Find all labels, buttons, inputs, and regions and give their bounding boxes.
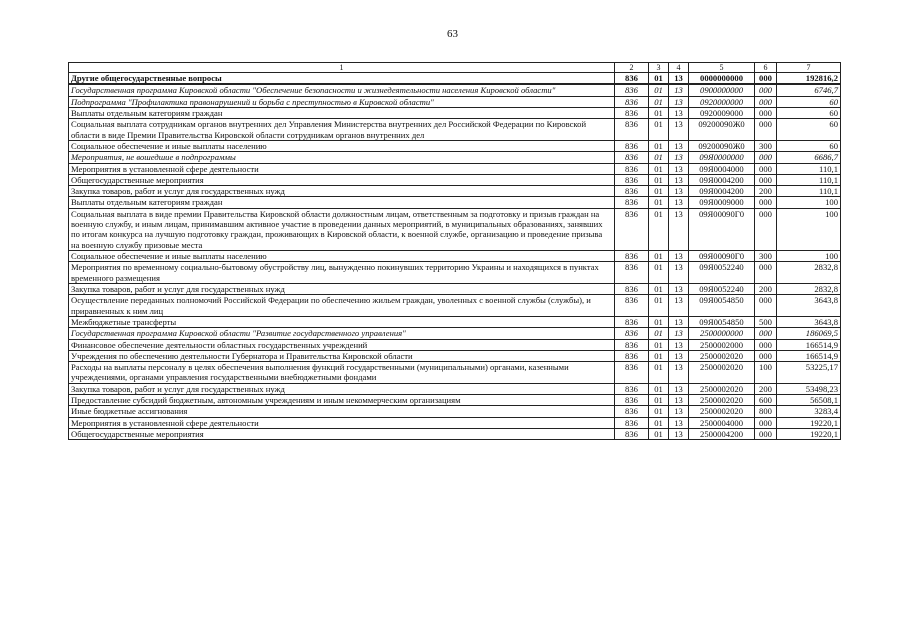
row-grbs-code: 836 bbox=[615, 339, 649, 350]
table-row bbox=[69, 174, 841, 185]
row-grbs-code: 836 bbox=[615, 362, 649, 384]
row-expense-type-code: 300 bbox=[755, 251, 777, 262]
row-grbs-code: 836 bbox=[615, 208, 649, 250]
row-subsection-code: 13 bbox=[669, 350, 689, 361]
row-subsection-code: 13 bbox=[669, 73, 689, 85]
row-name: Межбюджетные трансферты bbox=[69, 316, 615, 327]
table-row bbox=[69, 152, 841, 163]
row-subsection-code: 13 bbox=[669, 251, 689, 262]
row-section-code: 01 bbox=[649, 339, 669, 350]
row-sum: 19220,1 bbox=[777, 429, 841, 440]
table-row bbox=[69, 119, 841, 141]
row-section-code: 01 bbox=[649, 251, 669, 262]
row-target-code: 2500002020 bbox=[689, 350, 755, 361]
row-section-code: 01 bbox=[649, 119, 669, 141]
row-grbs-code: 836 bbox=[615, 383, 649, 394]
row-target-code: 09Я0052240 bbox=[689, 283, 755, 294]
table-row bbox=[69, 362, 841, 384]
row-grbs-code: 836 bbox=[615, 417, 649, 428]
row-target-code: 2500002020 bbox=[689, 362, 755, 384]
row-grbs-code: 836 bbox=[615, 262, 649, 284]
row-sum: 60 bbox=[777, 107, 841, 118]
row-grbs-code: 836 bbox=[615, 295, 649, 317]
budget-table bbox=[68, 62, 841, 440]
row-name: Общегосударственные мероприятия bbox=[69, 174, 615, 185]
table-body bbox=[69, 73, 841, 440]
row-subsection-code: 13 bbox=[669, 197, 689, 208]
row-section-code: 01 bbox=[649, 262, 669, 284]
row-subsection-code: 13 bbox=[669, 339, 689, 350]
row-name: Государственная программа Кировской области "Развитие государственного управления" bbox=[69, 328, 615, 339]
row-sum: 110,1 bbox=[777, 174, 841, 185]
row-grbs-code: 836 bbox=[615, 152, 649, 163]
row-subsection-code: 13 bbox=[669, 140, 689, 151]
row-expense-type-code: 200 bbox=[755, 186, 777, 197]
row-section-code: 01 bbox=[649, 316, 669, 327]
row-expense-type-code: 500 bbox=[755, 316, 777, 327]
row-target-code: 2500000000 bbox=[689, 328, 755, 339]
row-grbs-code: 836 bbox=[615, 283, 649, 294]
table-row bbox=[69, 395, 841, 406]
row-sum: 3643,8 bbox=[777, 316, 841, 327]
row-target-code: 09Я0004200 bbox=[689, 186, 755, 197]
row-expense-type-code: 200 bbox=[755, 383, 777, 394]
row-target-code: 09Я00090Г0 bbox=[689, 251, 755, 262]
row-name: Иные бюджетные ассигнования bbox=[69, 406, 615, 417]
row-sum: 60 bbox=[777, 96, 841, 107]
page-number: 63 bbox=[447, 28, 458, 40]
row-grbs-code: 836 bbox=[615, 119, 649, 141]
row-name: Предоставление субсидий бюджетным, автономным учреждениям и иным некоммерческим организациям bbox=[69, 395, 615, 406]
row-sum: 19220,1 bbox=[777, 417, 841, 428]
column-header: 5 bbox=[689, 63, 755, 73]
table-row bbox=[69, 406, 841, 417]
row-name: Выплаты отдельным категориям граждан bbox=[69, 107, 615, 118]
row-expense-type-code: 200 bbox=[755, 283, 777, 294]
row-sum: 100 bbox=[777, 197, 841, 208]
table-row bbox=[69, 316, 841, 327]
row-section-code: 01 bbox=[649, 395, 669, 406]
row-section-code: 01 bbox=[649, 174, 669, 185]
row-sum: 3643,8 bbox=[777, 295, 841, 317]
row-name: Социальное обеспечение и иные выплаты населению bbox=[69, 251, 615, 262]
row-target-code: 09200090Ж0 bbox=[689, 119, 755, 141]
row-expense-type-code: 000 bbox=[755, 417, 777, 428]
row-subsection-code: 13 bbox=[669, 328, 689, 339]
table-header-row bbox=[69, 63, 841, 73]
row-section-code: 01 bbox=[649, 362, 669, 384]
row-name: Подпрограмма "Профилактика правонарушений и борьба с преступностью в Кировской области" bbox=[69, 96, 615, 107]
row-target-code: 2500002020 bbox=[689, 383, 755, 394]
column-header: 1 bbox=[69, 63, 615, 73]
row-section-code: 01 bbox=[649, 406, 669, 417]
row-sum: 53225,17 bbox=[777, 362, 841, 384]
column-header: 7 bbox=[777, 63, 841, 73]
row-expense-type-code: 000 bbox=[755, 339, 777, 350]
row-subsection-code: 13 bbox=[669, 208, 689, 250]
row-target-code: 0920009000 bbox=[689, 107, 755, 118]
row-expense-type-code: 000 bbox=[755, 174, 777, 185]
row-expense-type-code: 800 bbox=[755, 406, 777, 417]
row-sum: 110,1 bbox=[777, 163, 841, 174]
row-sum: 53498,23 bbox=[777, 383, 841, 394]
row-target-code: 0920000000 bbox=[689, 96, 755, 107]
row-name: Мероприятия в установленной сфере деятельности bbox=[69, 417, 615, 428]
row-subsection-code: 13 bbox=[669, 119, 689, 141]
row-sum: 6686,7 bbox=[777, 152, 841, 163]
row-sum: 100 bbox=[777, 208, 841, 250]
row-subsection-code: 13 bbox=[669, 362, 689, 384]
row-section-code: 01 bbox=[649, 283, 669, 294]
table-row bbox=[69, 383, 841, 394]
row-target-code: 09Я0052240 bbox=[689, 262, 755, 284]
row-sum: 56508,1 bbox=[777, 395, 841, 406]
column-header: 3 bbox=[649, 63, 669, 73]
row-subsection-code: 13 bbox=[669, 406, 689, 417]
row-subsection-code: 13 bbox=[669, 316, 689, 327]
column-header: 4 bbox=[669, 63, 689, 73]
row-sum: 60 bbox=[777, 119, 841, 141]
row-target-code: 2500002000 bbox=[689, 339, 755, 350]
row-sum: 186069,5 bbox=[777, 328, 841, 339]
row-expense-type-code: 000 bbox=[755, 350, 777, 361]
row-name: Социальная выплата в виде премии Правительства Кировской области должностным лицам, ответственным за подготовку и призыв граждан на военную службу, и иным лицам, принимавшим активное участие в проведении данных мероприятий, в муниципальных образованиях, занявших по итогам конкурса на лучшую подготовку граждан, проживающих в Кировской области, к военной службе, организацию и проведение призыва на военную службу призовые места bbox=[69, 208, 615, 250]
row-expense-type-code: 000 bbox=[755, 262, 777, 284]
row-name: Общегосударственные мероприятия bbox=[69, 429, 615, 440]
row-name: Мероприятия в установленной сфере деятельности bbox=[69, 163, 615, 174]
row-name: Государственная программа Кировской области "Обеспечение безопасности и жизнедеятельности населения Кировской области" bbox=[69, 84, 615, 96]
row-expense-type-code: 000 bbox=[755, 197, 777, 208]
row-subsection-code: 13 bbox=[669, 295, 689, 317]
row-grbs-code: 836 bbox=[615, 96, 649, 107]
table-row bbox=[69, 73, 841, 85]
row-target-code: 09Я00090Г0 bbox=[689, 208, 755, 250]
row-expense-type-code: 000 bbox=[755, 119, 777, 141]
table-row bbox=[69, 429, 841, 440]
row-sum: 2832,8 bbox=[777, 262, 841, 284]
row-name: Осуществление переданных полномочий Российской Федерации по обеспечению жильем граждан, уволенных с военной службы (службы), и приравненных к ним лиц bbox=[69, 295, 615, 317]
row-sum: 60 bbox=[777, 140, 841, 151]
row-section-code: 01 bbox=[649, 84, 669, 96]
row-grbs-code: 836 bbox=[615, 406, 649, 417]
row-section-code: 01 bbox=[649, 429, 669, 440]
row-section-code: 01 bbox=[649, 383, 669, 394]
row-section-code: 01 bbox=[649, 197, 669, 208]
row-expense-type-code: 000 bbox=[755, 107, 777, 118]
row-expense-type-code: 600 bbox=[755, 395, 777, 406]
row-grbs-code: 836 bbox=[615, 350, 649, 361]
row-subsection-code: 13 bbox=[669, 96, 689, 107]
table-row bbox=[69, 262, 841, 284]
row-section-code: 01 bbox=[649, 328, 669, 339]
row-target-code: 2500004200 bbox=[689, 429, 755, 440]
row-expense-type-code: 300 bbox=[755, 140, 777, 151]
table-row bbox=[69, 186, 841, 197]
row-expense-type-code: 000 bbox=[755, 328, 777, 339]
row-target-code: 09Я0009000 bbox=[689, 197, 755, 208]
row-name: Социальная выплата сотрудникам органов внутренних дел Управления Министерства внутренних дел Российской Федерации по Кировской области в виде Премии Правительства Кировской области сотрудникам органов внутренних дел bbox=[69, 119, 615, 141]
table-row bbox=[69, 295, 841, 317]
row-grbs-code: 836 bbox=[615, 73, 649, 85]
row-grbs-code: 836 bbox=[615, 84, 649, 96]
row-section-code: 01 bbox=[649, 107, 669, 118]
row-grbs-code: 836 bbox=[615, 163, 649, 174]
row-name: Учреждения по обеспечению деятельности Губернатора и Правительства Кировской области bbox=[69, 350, 615, 361]
row-name: Выплаты отдельным категориям граждан bbox=[69, 197, 615, 208]
row-target-code: 0000000000 bbox=[689, 73, 755, 85]
row-sum: 192816,2 bbox=[777, 73, 841, 85]
row-target-code: 09Я0054850 bbox=[689, 295, 755, 317]
table-row bbox=[69, 197, 841, 208]
row-section-code: 01 bbox=[649, 295, 669, 317]
row-sum: 3283,4 bbox=[777, 406, 841, 417]
row-name: Мероприятия, не вошедшие в подпрограммы bbox=[69, 152, 615, 163]
row-subsection-code: 13 bbox=[669, 283, 689, 294]
row-target-code: 09Я0004000 bbox=[689, 163, 755, 174]
table-row bbox=[69, 163, 841, 174]
row-expense-type-code: 100 bbox=[755, 362, 777, 384]
row-sum: 166514,9 bbox=[777, 350, 841, 361]
column-header: 6 bbox=[755, 63, 777, 73]
row-target-code: 09Я0054850 bbox=[689, 316, 755, 327]
row-name: Закупка товаров, работ и услуг для государственных нужд bbox=[69, 383, 615, 394]
row-grbs-code: 836 bbox=[615, 395, 649, 406]
table-row bbox=[69, 328, 841, 339]
table-row bbox=[69, 350, 841, 361]
row-subsection-code: 13 bbox=[669, 262, 689, 284]
row-grbs-code: 836 bbox=[615, 251, 649, 262]
row-subsection-code: 13 bbox=[669, 152, 689, 163]
table-row bbox=[69, 107, 841, 118]
row-subsection-code: 13 bbox=[669, 429, 689, 440]
row-subsection-code: 13 bbox=[669, 395, 689, 406]
row-name: Социальное обеспечение и иные выплаты населению bbox=[69, 140, 615, 151]
row-target-code: 2500002020 bbox=[689, 395, 755, 406]
row-grbs-code: 836 bbox=[615, 328, 649, 339]
row-name: Мероприятия по временному социально-бытовому обустройству лиц, вынужденно покинувших территорию Украины и находящихся в пунктах временного размещения bbox=[69, 262, 615, 284]
row-target-code: 0900000000 bbox=[689, 84, 755, 96]
row-sum: 100 bbox=[777, 251, 841, 262]
row-expense-type-code: 000 bbox=[755, 208, 777, 250]
row-subsection-code: 13 bbox=[669, 84, 689, 96]
table-row bbox=[69, 84, 841, 96]
row-name: Финансовое обеспечение деятельности областных государственных учреждений bbox=[69, 339, 615, 350]
row-subsection-code: 13 bbox=[669, 417, 689, 428]
row-target-code: 2500002020 bbox=[689, 406, 755, 417]
row-sum: 110,1 bbox=[777, 186, 841, 197]
row-subsection-code: 13 bbox=[669, 107, 689, 118]
row-grbs-code: 836 bbox=[615, 429, 649, 440]
column-header: 2 bbox=[615, 63, 649, 73]
row-grbs-code: 836 bbox=[615, 186, 649, 197]
row-section-code: 01 bbox=[649, 152, 669, 163]
table-row bbox=[69, 140, 841, 151]
row-section-code: 01 bbox=[649, 96, 669, 107]
row-expense-type-code: 000 bbox=[755, 295, 777, 317]
row-grbs-code: 836 bbox=[615, 316, 649, 327]
row-expense-type-code: 000 bbox=[755, 163, 777, 174]
table-row bbox=[69, 251, 841, 262]
table-row bbox=[69, 208, 841, 250]
row-section-code: 01 bbox=[649, 163, 669, 174]
row-subsection-code: 13 bbox=[669, 186, 689, 197]
row-target-code: 2500004000 bbox=[689, 417, 755, 428]
row-section-code: 01 bbox=[649, 186, 669, 197]
row-expense-type-code: 000 bbox=[755, 73, 777, 85]
row-name: Другие общегосударственные вопросы bbox=[69, 73, 615, 85]
row-grbs-code: 836 bbox=[615, 140, 649, 151]
row-sum: 166514,9 bbox=[777, 339, 841, 350]
row-name: Закупка товаров, работ и услуг для государственных нужд bbox=[69, 186, 615, 197]
table-row bbox=[69, 417, 841, 428]
row-sum: 6746,7 bbox=[777, 84, 841, 96]
row-name: Расходы на выплаты персоналу в целях обеспечения выполнения функций государственными (муниципальными) органами, казенными учреждениями, органами управления государственными внебюджетными фондами bbox=[69, 362, 615, 384]
row-section-code: 01 bbox=[649, 417, 669, 428]
row-section-code: 01 bbox=[649, 73, 669, 85]
row-expense-type-code: 000 bbox=[755, 152, 777, 163]
row-name: Закупка товаров, работ и услуг для государственных нужд bbox=[69, 283, 615, 294]
row-target-code: 09Я0004200 bbox=[689, 174, 755, 185]
row-subsection-code: 13 bbox=[669, 163, 689, 174]
row-subsection-code: 13 bbox=[669, 383, 689, 394]
row-grbs-code: 836 bbox=[615, 197, 649, 208]
row-sum: 2832,8 bbox=[777, 283, 841, 294]
row-grbs-code: 836 bbox=[615, 174, 649, 185]
table-row bbox=[69, 96, 841, 107]
row-expense-type-code: 000 bbox=[755, 96, 777, 107]
row-expense-type-code: 000 bbox=[755, 84, 777, 96]
row-target-code: 09Я0000000 bbox=[689, 152, 755, 163]
table-row bbox=[69, 339, 841, 350]
table-row bbox=[69, 283, 841, 294]
row-section-code: 01 bbox=[649, 208, 669, 250]
row-subsection-code: 13 bbox=[669, 174, 689, 185]
row-section-code: 01 bbox=[649, 350, 669, 361]
row-section-code: 01 bbox=[649, 140, 669, 151]
row-expense-type-code: 000 bbox=[755, 429, 777, 440]
row-target-code: 09200090Ж0 bbox=[689, 140, 755, 151]
row-grbs-code: 836 bbox=[615, 107, 649, 118]
